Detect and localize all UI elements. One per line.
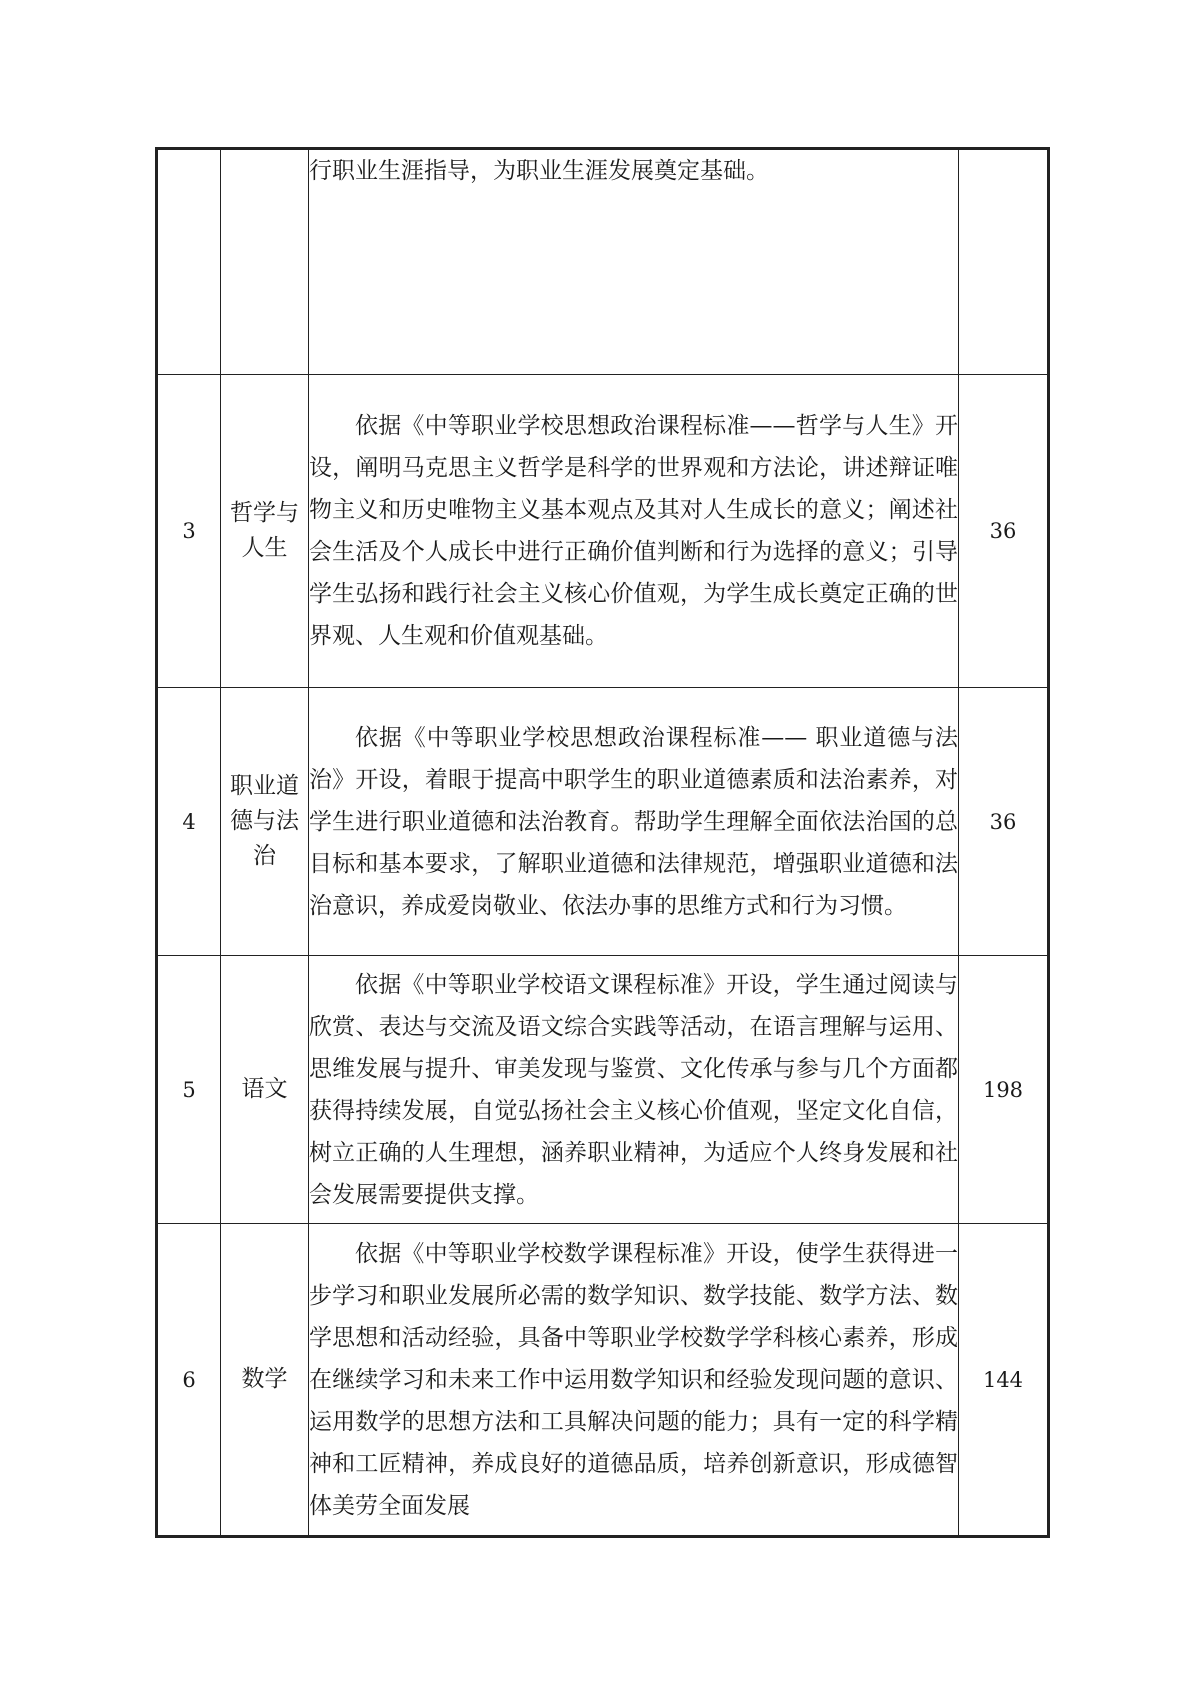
course-description [309, 688, 959, 956]
table-row [157, 1224, 1049, 1537]
course-description-text: 依据《中等职业学校思想政治课程标准—— 职业道德与法治》开设，着眼于提高中职学生的职业道德素质和法治素养，对学生进行职业道德和法治教育。帮助学生理解全面依法治国的总目标和基本要求，了解职业道德和法律规范，增强职业道德和法治意识，养成爱岗敬业、依法办事的思维方式和行为习惯。 [309, 724, 958, 919]
course-hours: 144 [959, 1224, 1049, 1537]
course-name [221, 149, 309, 375]
course-description-text: 依据《中等职业学校思想政治课程标准——哲学与人生》开设，阐明马克思主义哲学是科学的世界观和方法论，讲述辩证唯物主义和历史唯物主义基本观点及其对人生成长的意义；阐述社会生活及个人成长中进行正确价值判断和行为选择的意义；引导学生弘扬和践行社会主义核心价值观，为学生成长奠定正确的世界观、人生观和价值观基础。 [309, 413, 958, 649]
course-hours: 36 [959, 375, 1049, 688]
course-name: 语文 [221, 956, 309, 1224]
course-number: 5 [157, 956, 221, 1224]
course-name: 哲学与人生 [221, 375, 309, 688]
course-number [157, 149, 221, 375]
course-description [309, 1224, 959, 1537]
table-row [157, 956, 1049, 1224]
course-table [155, 147, 1050, 1538]
course-description [309, 149, 959, 375]
table-row [157, 688, 1049, 956]
course-number: 6 [157, 1224, 221, 1537]
course-description [309, 375, 959, 688]
course-hours: 198 [959, 956, 1049, 1224]
course-name: 数学 [221, 1224, 309, 1537]
course-name: 职业道德与法治 [221, 688, 309, 956]
course-number: 3 [157, 375, 221, 688]
table-row [157, 149, 1049, 375]
course-description-text: 依据《中等职业学校数学课程标准》开设，使学生获得进一步学习和职业发展所必需的数学知识、数学技能、数学方法、数学思想和活动经验，具备中等职业学校数学学科核心素养，形成在继续学习和未来工作中运用数学知识和经验发现问题的意识、运用数学的思想方法和工具解决问题的能力；具有一定的科学精神和工匠精神，养成良好的道德品质，培养创新意识，形成德智体美劳全面发展 [309, 1240, 958, 1519]
course-description-text: 行职业生涯指导，为职业生涯发展奠定基础。 [309, 158, 769, 184]
course-description [309, 956, 959, 1224]
table-row [157, 375, 1049, 688]
course-hours: 36 [959, 688, 1049, 956]
course-hours [959, 149, 1049, 375]
course-number: 4 [157, 688, 221, 956]
course-description-text: 依据《中等职业学校语文课程标准》开设，学生通过阅读与欣赏、表达与交流及语文综合实践等活动，在语言理解与运用、思维发展与提升、审美发现与鉴赏、文化传承与参与几个方面都获得持续发展，自觉弘扬社会主义核心价值观，坚定文化自信，树立正确的人生理想，涵养职业精神，为适应个人终身发展和社会发展需要提供支撑。 [309, 971, 958, 1208]
